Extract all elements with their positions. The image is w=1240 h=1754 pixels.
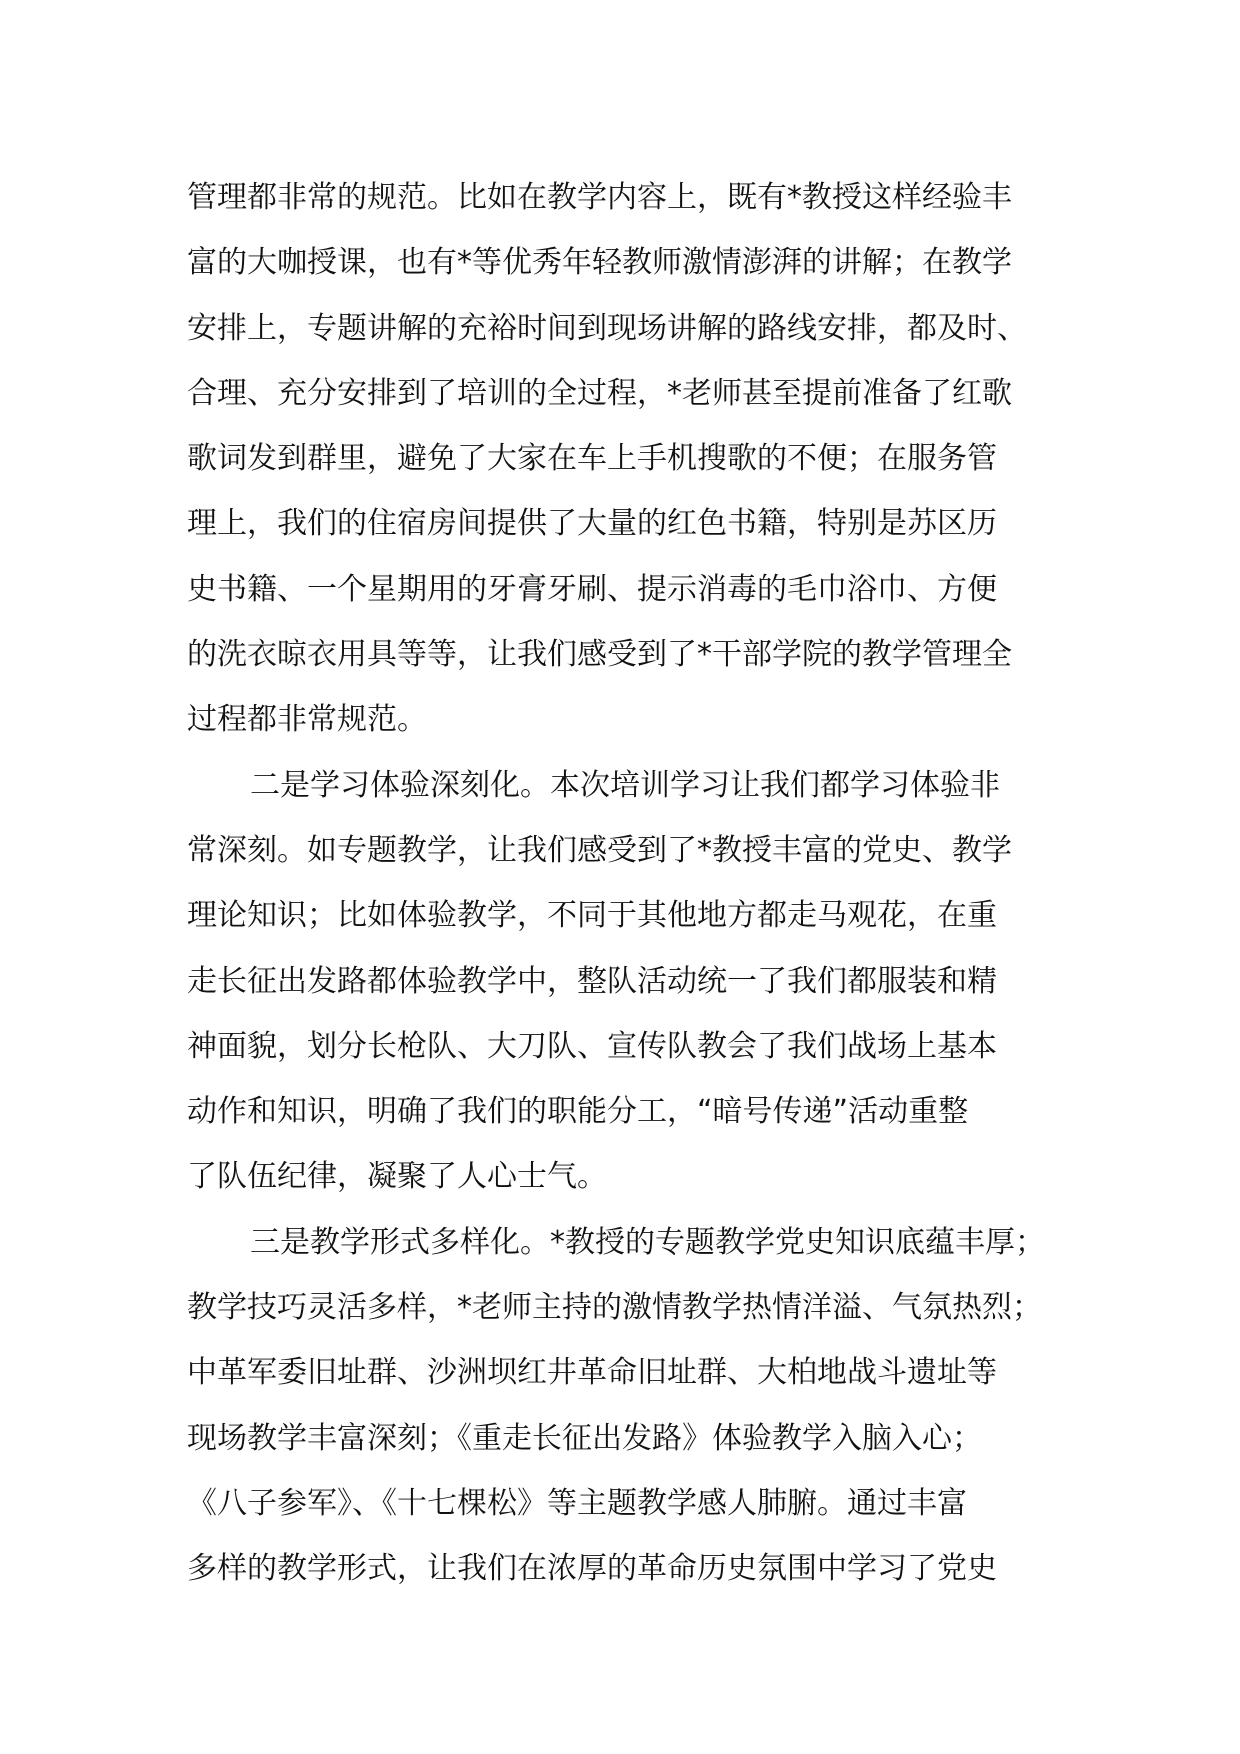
paragraph-start-line: 三是教学形式多样化。*教授的专题教学党史知识底蕴丰厚； — [250, 1224, 1045, 1260]
text-line: 了队伍纪律，凝聚了人心士气。 — [187, 1159, 607, 1195]
text-line: 现场教学丰富深刻；《重走长征出发路》体验教学入脑入心； — [187, 1420, 982, 1456]
text-line: 教学技巧灵活多样，*老师主持的激情教学热情洋溢、气氛热烈； — [187, 1290, 1042, 1326]
text-line: 理上，我们的住宿房间提供了大量的红色书籍，特别是苏区历 — [187, 506, 997, 542]
text-line: 神面貌，划分长枪队、大刀队、宣传队教会了我们战场上基本 — [187, 1028, 997, 1064]
text-line: 动作和知识，明确了我们的职能分工，“暗号传递”活动重整 — [187, 1094, 969, 1130]
text-line: 过程都非常规范。 — [187, 702, 427, 738]
text-line: 中革军委旧址群、沙洲坝红井革命旧址群、大柏地战斗遗址等 — [187, 1355, 997, 1391]
text-line: 史书籍、一个星期用的牙膏牙刷、提示消毒的毛巾浴巾、方便 — [187, 571, 997, 607]
text-line: 合理、充分安排到了培训的全过程，*老师甚至提前准备了红歌 — [187, 375, 1012, 411]
text-line: 管理都非常的规范。比如在教学内容上，既有*教授这样经验丰 — [187, 180, 1012, 215]
text-line: 安排上，专题讲解的充裕时间到现场讲解的路线安排，都及时、 — [187, 310, 1027, 346]
text-line: 歌词发到群里，避免了大家在车上手机搜歌的不便；在服务管 — [187, 441, 997, 477]
text-line: 富的大咖授课，也有*等优秀年轻教师激情澎湃的讲解；在教学 — [187, 245, 1012, 281]
text-line: 走长征出发路都体验教学中，整队活动统一了我们都服装和精 — [187, 963, 997, 999]
paragraph-start-line: 二是学习体验深刻化。本次培训学习让我们都学习体验非 — [250, 767, 1000, 803]
text-line: 的洗衣晾衣用具等等，让我们感受到了*干部学院的教学管理全 — [187, 637, 1012, 673]
text-line: 常深刻。如专题教学，让我们感受到了*教授丰富的党史、教学 — [187, 832, 1012, 868]
text-line: 理论知识；比如体验教学，不同于其他地方都走马观花，在重 — [187, 898, 997, 934]
text-line: 《八子参军》、《十七棵松》等主题教学感人肺腑。通过丰富 — [187, 1485, 967, 1521]
body-text — [187, 165, 1087, 1602]
text-line: 多样的教学形式，让我们在浓厚的革命历史氛围中学习了党史 — [187, 1551, 997, 1587]
